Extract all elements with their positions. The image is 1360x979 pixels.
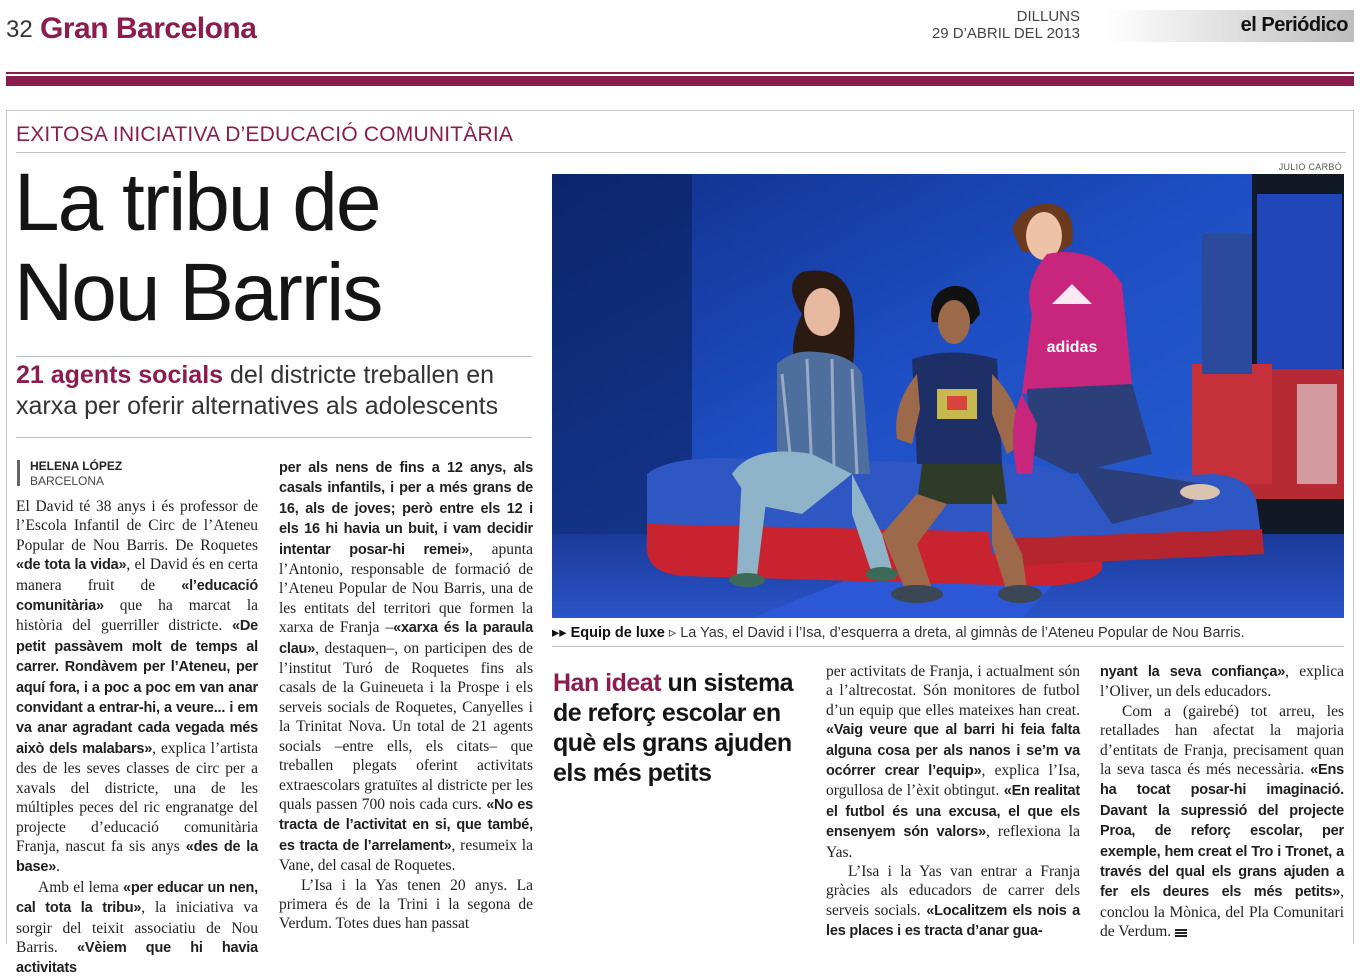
headline-line-1: La tribu de: [14, 157, 380, 248]
paragraph: per activitats de Franja, i actualment són a l’altrecostat. Són monitores de futbol d’un equip que elles mateixes han creat. «Vaig veure que al barri hi feia falta alguna cosa per als nanos i se’m va ocórrer crear l’equip», explica l’Isa, orgullosa de l’èxit obtingut. «En realitat el futbol és una excusa, el que els ensenyem són valors», reflexiona la Yas.: [826, 663, 1080, 861]
headline-line-2: Nou Barris: [14, 247, 382, 338]
caption-lead: ▸▸ Equip de luxe: [552, 625, 665, 641]
paragraph: L’Isa i la Yas tenen 20 anys. La primera és de la Trini i la segona de Verdum. Totes dues han passat: [279, 876, 533, 933]
author-name: HELENA LÓPEZ: [30, 459, 123, 473]
caption-separator: ▹: [664, 625, 681, 641]
headline: [14, 158, 544, 338]
body-column-3: [826, 662, 1080, 944]
caption-text: La Yas, el David i l’Isa, d’esquerra a dreta, al gimnàs de l’Ateneu Popular de Nou Barris.: [680, 625, 1245, 641]
header-rule-thin: [6, 72, 1354, 74]
paragraph: El David té 38 anys i és professor de l’Escola Infantil de Circ de l’Ateneu Popular de Nou Barris. De Roquetes «de tota la vida», el David és en certa manera fruit de «l’educació comunitària» que ha marcat la història del guerriller districte. «De petit passàvem molt de temps al carrer. Rondàvem per l’Ateneu, per aquí fora, i a poc a poc em van anar convidant a entrar-hi, a veure... i em va anar agradant cada vegada més això dels malabars», explica l’artista des de les seves classes de circ per a xavals del districte, una de les múltiples peces del ric engranatge del projecte d’educació comunitària Franja, nascut fa sis anys «des de la base».: [16, 498, 259, 876]
dateline-city: BARCELONA: [30, 474, 105, 488]
paragraph: L’Isa i la Yas van entrar a Franja gràcies als educadors de carrer dels serveis socials. «Localitzem els nois a les places i es tracta d’anar gua-: [826, 863, 1081, 940]
paragraph: Amb el lema «per educar un nen, cal tota la tribu», la iniciativa va sorgir del teixit associatiu de Nou Barris. «Vèiem que hi havia activitats: [16, 878, 258, 977]
photo-caption: [552, 625, 1344, 641]
photo-credit: JULIO CARBÓ: [1278, 162, 1342, 172]
pull-quote: [553, 668, 803, 788]
section-title: Gran Barcelona: [40, 12, 257, 45]
kicker: EXITOSA INICIATIVA D’EDUCACIÓ COMUNITÀRIA: [16, 123, 514, 146]
subheadline: [16, 360, 532, 422]
pull-quote-rest: un sistema de reforç escolar en què els grans ajuden els més petits: [553, 669, 794, 787]
headline-rule: [16, 356, 532, 357]
day-label: DILLUNS: [1016, 8, 1080, 25]
page-number: 32: [6, 16, 33, 43]
article-photo: [552, 174, 1344, 618]
header-rule-thick: [6, 76, 1354, 86]
subhead-strong: 21 agents socials: [16, 361, 224, 389]
body-column-2: [279, 458, 533, 944]
date-label: 29 D’ABRIL DEL 2013: [931, 25, 1080, 42]
body-column-4: [1100, 662, 1344, 944]
subhead-rule: [16, 437, 532, 438]
paragraph: nyant la seva confiança», explica l’Oliver, un dels educadors.: [1100, 663, 1344, 701]
newspaper-logo: el Periódico: [1240, 14, 1348, 36]
subhead-rest: del districte treballen en xarxa per oferir alternatives als adolescents: [16, 361, 499, 420]
paragraph: Com a (gairebé) tot arreu, les retallades han afectat la majoria d’entitats de Franja, precisament quan la seva tasca és més necessària. «Ens ha tocat posar-hi imaginació. Davant la supressió del projecte Proa, de reforç escolar, per exemple, hem creat el Tro i Tronet, a través del qual els grans ajuden a fer els deures els més petits», conclou la Mònica, del Pla Comunitari de Verdum.: [1100, 702, 1344, 941]
dateline: [900, 8, 1080, 42]
body-column-1: [16, 497, 259, 977]
paragraph: per als nens de fins a 12 anys, als casals infantils, i per a més grans de 16, als de joves; però entre els 12 i els 16 hi havia un buit, i vam decidir intentar posar-hi remei», apunta l’Antonio, responsable de formació de l’Ateneu Popular de Nou Barris, una de les entitats del territori que formen la xarxa de Franja –«xarxa és la paraula clau», destaquen–, on participen des de l’institut Turó de Roquetes fins als casals de la Guineueta i la Prospe i els serveis socials de Roquetes, Canyelles i la Trinitat Nova. Un total de 21 agents socials –entre ells, els citats– que treballen plegats oferint activitats extraescolars gratuïtes al districte per les quals passen 700 nois cada curs. «No es tracta de l’activitat en si, que també, es tracta de l’arrelament», resumeix la Vane, del casal de Roquetes.: [279, 460, 533, 875]
kicker-rule: [16, 152, 1346, 153]
byline-bar: [17, 460, 20, 486]
pull-quote-lead: Han ideat: [553, 669, 662, 697]
end-of-article-icon: [1175, 929, 1187, 937]
caption-rule: [552, 646, 1344, 647]
shirt-logo-text: adidas: [1046, 339, 1098, 356]
